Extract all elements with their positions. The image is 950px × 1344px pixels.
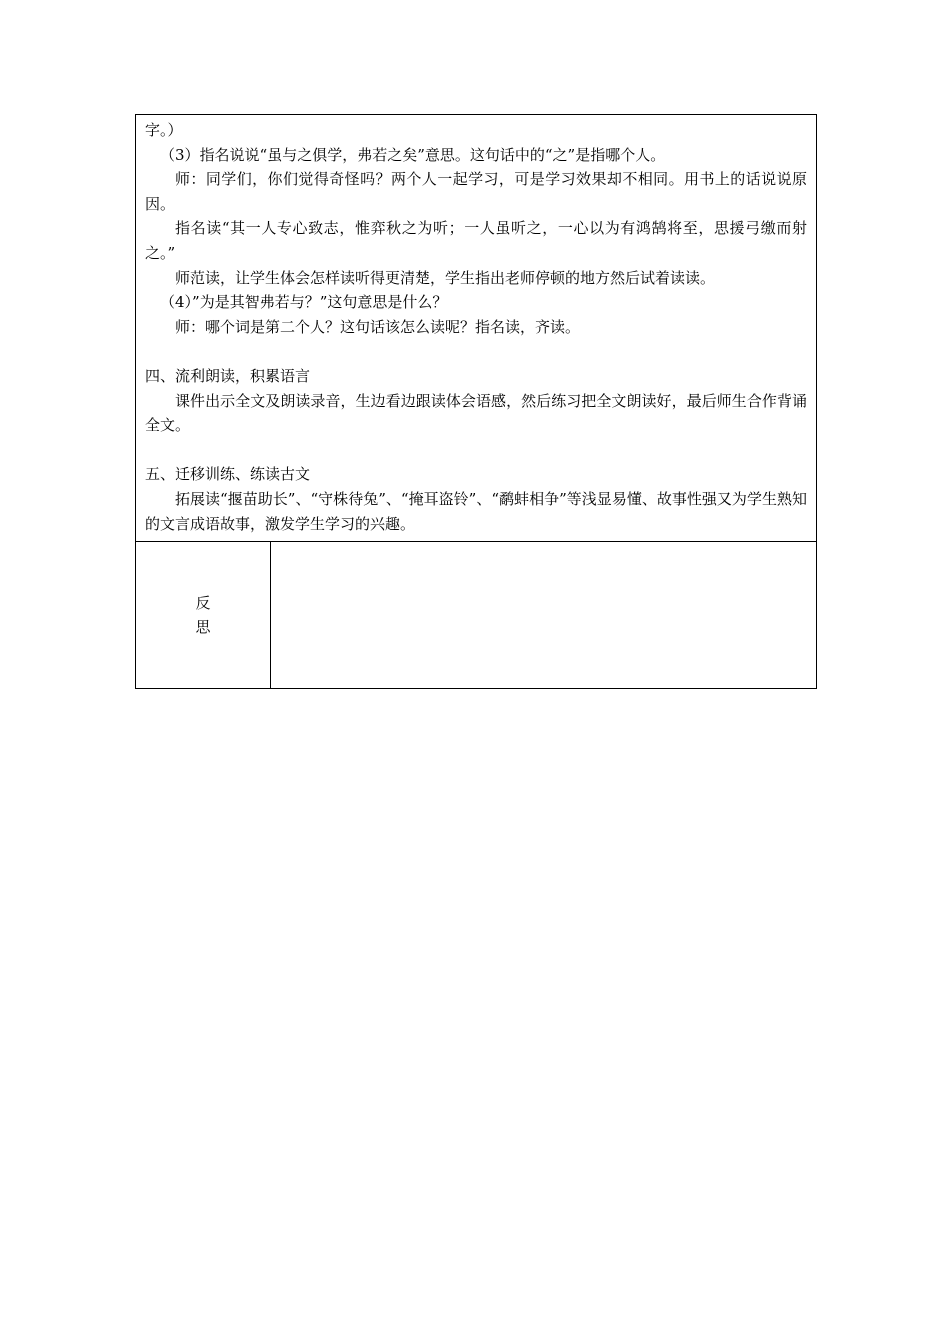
lesson-content-cell <box>136 115 816 542</box>
reflection-label-char: 反 <box>195 594 211 612</box>
section-5-paragraph: 拓展读“揠苗助长”、“守株待兔”、“掩耳盗铃”、“鹬蚌相争”等浅显易懂、故事性强又为学生熟知的文言成语故事，激发学生学习的兴趣。 <box>145 489 807 533</box>
text-line: 字。） <box>145 121 183 139</box>
question-4: （4）”为是其智弗若与？”这句意思是什么？ <box>160 293 448 312</box>
spacer <box>145 438 807 463</box>
question-3: （3）指名说说“虽与之俱学，弗若之矣”意思。这句话中的“之”是指哪个人。 <box>160 145 666 164</box>
section-heading-5: 五、迁移训练、练读古文 <box>145 465 311 484</box>
spacer <box>145 339 807 364</box>
reflection-label-cell <box>136 542 271 688</box>
reflection-content-cell <box>271 542 816 688</box>
reflection-row <box>136 542 816 688</box>
section-heading-4: 四、流利朗读，积累语言 <box>145 366 311 385</box>
lesson-table <box>135 114 817 689</box>
reflection-label-char: 思 <box>195 618 211 636</box>
reading-paragraph: 指名读“其一人专心致志，惟弈秋之为听；一人虽听之，一心以为有鸿鹄将至，思援弓缴而射之。” <box>145 219 807 262</box>
teacher-question-paragraph: 师：哪个词是第二个人？这句话该怎么读呢？指名读，齐读。 <box>175 317 581 336</box>
section-4-paragraph: 课件出示全文及朗读录音，生边看边跟读体会语感，然后练习把全文朗读好，最后师生合作背诵全文。 <box>145 391 807 435</box>
model-reading-paragraph: 师范读，让学生体会怎样读听得更清楚，学生指出老师停顿的地方然后试着读读。 <box>175 268 716 287</box>
teacher-paragraph: 师：同学们，你们觉得奇怪吗？两个人一起学习，可是学习效果却不相同。用书上的话说说原因。 <box>145 170 807 213</box>
